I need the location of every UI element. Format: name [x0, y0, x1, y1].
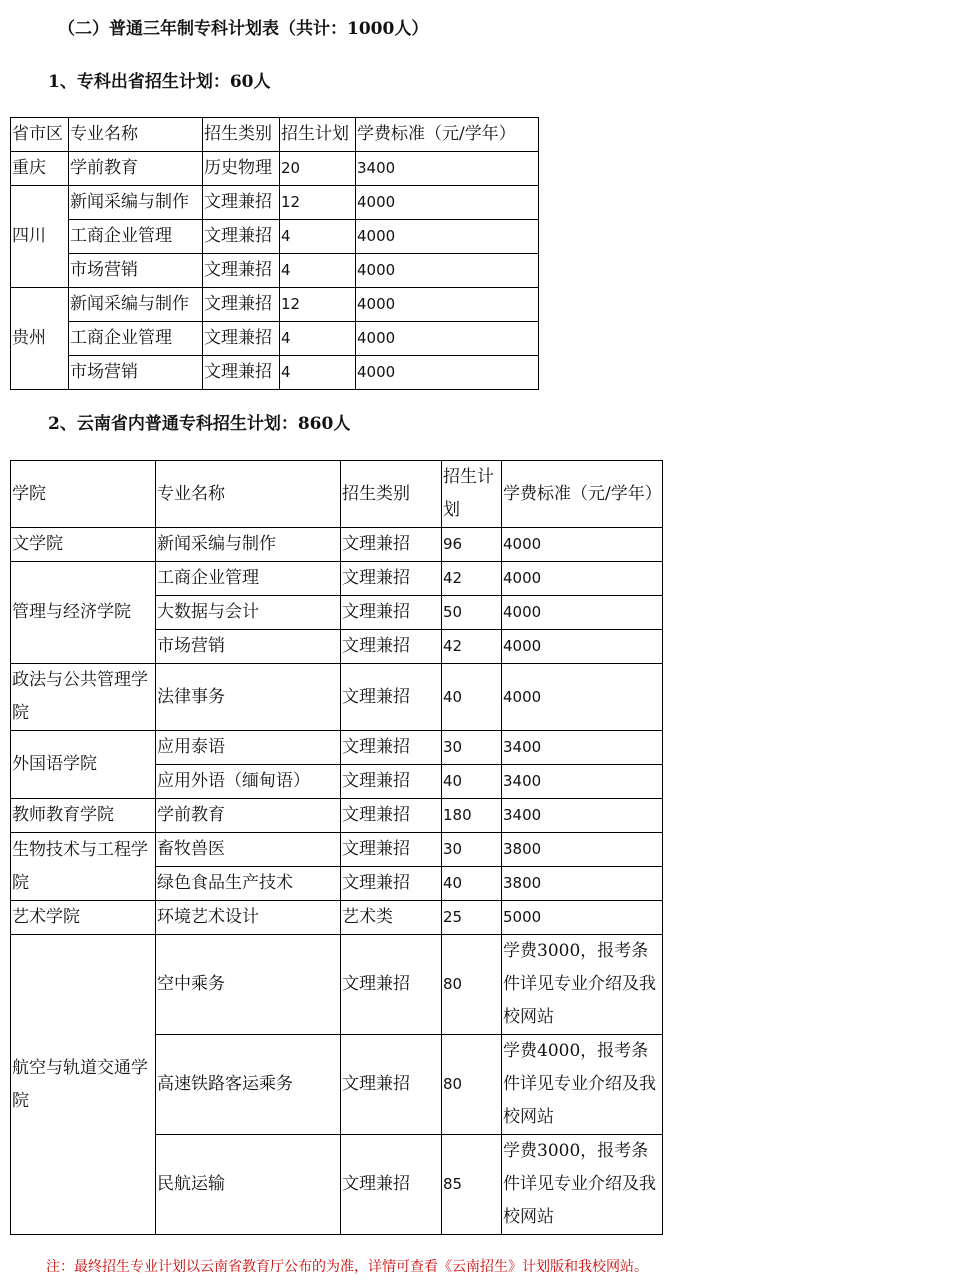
table-row: [11, 186, 539, 220]
category-cell: 文理兼招: [341, 731, 442, 765]
fee-cell: 3400: [502, 799, 663, 833]
plan-cell: 4: [280, 356, 356, 390]
category-cell: 文理兼招: [203, 356, 280, 390]
table-row: [11, 152, 539, 186]
category-cell: 文理兼招: [341, 664, 442, 731]
fee-cell: 4000: [356, 186, 539, 220]
table-row: [11, 901, 663, 935]
category-cell: 文理兼招: [203, 288, 280, 322]
category-cell: 文理兼招: [341, 528, 442, 562]
in-province-plan-table: [10, 460, 663, 1235]
major-cell: 新闻采编与制作: [69, 186, 203, 220]
plan-cell: 42: [442, 562, 502, 596]
category-cell: 文理兼招: [341, 1135, 442, 1235]
category-cell: 文理兼招: [341, 1035, 442, 1135]
plan-cell: 180: [442, 799, 502, 833]
header-cell: 专业名称: [156, 461, 341, 528]
plan-cell: 4: [280, 220, 356, 254]
header-cell: 专业名称: [69, 118, 203, 152]
category-cell: 文理兼招: [341, 765, 442, 799]
plan-cell: 85: [442, 1135, 502, 1235]
plan-cell: 80: [442, 1035, 502, 1135]
major-cell: 应用外语（缅甸语）: [156, 765, 341, 799]
table-row: [11, 288, 539, 322]
table-row: [11, 254, 539, 288]
category-cell: 文理兼招: [341, 562, 442, 596]
table-row: [11, 799, 663, 833]
category-cell: 艺术类: [341, 901, 442, 935]
header-cell: 招生类别: [203, 118, 280, 152]
fee-cell: 4000: [502, 664, 663, 731]
section2-heading: 2、云南省内普通专科招生计划：860人: [48, 414, 351, 434]
major-cell: 应用泰语: [156, 731, 341, 765]
plan-cell: 12: [280, 186, 356, 220]
college-cell: 文学院: [11, 528, 156, 562]
footnote: 注：最终招生专业计划以云南省教育厅公布的为准，详情可查看《云南招生》计划版和我校网站。: [46, 1259, 648, 1275]
plan-cell: 20: [280, 152, 356, 186]
major-cell: 绿色食品生产技术: [156, 867, 341, 901]
header-cell: 招生计划: [280, 118, 356, 152]
header-cell: 学院: [11, 461, 156, 528]
fee-cell: 学费3000，报考条件详见专业介绍及我校网站: [502, 935, 663, 1035]
section1-heading: 1、专科出省招生计划：60人: [48, 72, 271, 92]
plan-cell: 12: [280, 288, 356, 322]
table-row: [11, 731, 663, 765]
college-cell: 艺术学院: [11, 901, 156, 935]
fee-cell: 4000: [356, 254, 539, 288]
category-cell: 文理兼招: [341, 596, 442, 630]
table-row: [11, 356, 539, 390]
plan-cell: 40: [442, 867, 502, 901]
fee-cell: 3800: [502, 833, 663, 867]
major-cell: 高速铁路客运乘务: [156, 1035, 341, 1135]
major-cell: 市场营销: [69, 254, 203, 288]
plan-cell: 40: [442, 765, 502, 799]
fee-cell: 3400: [356, 152, 539, 186]
plan-cell: 40: [442, 664, 502, 731]
fee-cell: 学费3000，报考条件详见专业介绍及我校网站: [502, 1135, 663, 1235]
main-title: （二）普通三年制专科计划表（共计：1000人）: [58, 19, 429, 39]
header-cell: 省市区: [11, 118, 69, 152]
college-cell: 外国语学院: [11, 731, 156, 799]
plan-cell: 42: [442, 630, 502, 664]
fee-cell: 5000: [502, 901, 663, 935]
plan-cell: 30: [442, 731, 502, 765]
fee-cell: 3800: [502, 867, 663, 901]
major-cell: 畜牧兽医: [156, 833, 341, 867]
category-cell: 文理兼招: [203, 254, 280, 288]
table-row: [11, 528, 663, 562]
fee-cell: 4000: [356, 356, 539, 390]
major-cell: 法律事务: [156, 664, 341, 731]
plan-cell: 4: [280, 322, 356, 356]
region-cell: 贵州: [11, 288, 69, 390]
category-cell: 文理兼招: [203, 220, 280, 254]
fee-cell: 4000: [356, 220, 539, 254]
major-cell: 市场营销: [156, 630, 341, 664]
college-cell: 航空与轨道交通学院: [11, 935, 156, 1235]
college-cell: 政法与公共管理学院: [11, 664, 156, 731]
region-cell: 重庆: [11, 152, 69, 186]
header-cell: 招生计划: [442, 461, 502, 528]
major-cell: 新闻采编与制作: [156, 528, 341, 562]
table-row: [11, 833, 663, 867]
table-row: [11, 562, 663, 596]
category-cell: 文理兼招: [341, 799, 442, 833]
category-cell: 历史物理: [203, 152, 280, 186]
major-cell: 工商企业管理: [156, 562, 341, 596]
major-cell: 民航运输: [156, 1135, 341, 1235]
table-row: [11, 220, 539, 254]
major-cell: 工商企业管理: [69, 322, 203, 356]
major-cell: 工商企业管理: [69, 220, 203, 254]
header-cell: 招生类别: [341, 461, 442, 528]
table-header-row: [11, 118, 539, 152]
college-cell: 管理与经济学院: [11, 562, 156, 664]
table-header-row: [11, 461, 663, 528]
table-row: [11, 935, 663, 1035]
major-cell: 学前教育: [156, 799, 341, 833]
category-cell: 文理兼招: [341, 630, 442, 664]
major-cell: 新闻采编与制作: [69, 288, 203, 322]
fee-cell: 学费4000，报考条件详见专业介绍及我校网站: [502, 1035, 663, 1135]
table-row: [11, 664, 663, 731]
fee-cell: 4000: [502, 562, 663, 596]
fee-cell: 4000: [502, 596, 663, 630]
major-cell: 大数据与会计: [156, 596, 341, 630]
major-cell: 市场营销: [69, 356, 203, 390]
college-cell: 教师教育学院: [11, 799, 156, 833]
plan-cell: 30: [442, 833, 502, 867]
plan-cell: 96: [442, 528, 502, 562]
category-cell: 文理兼招: [341, 935, 442, 1035]
header-cell: 学费标准（元/学年）: [356, 118, 539, 152]
region-cell: 四川: [11, 186, 69, 288]
category-cell: 文理兼招: [341, 867, 442, 901]
fee-cell: 3400: [502, 731, 663, 765]
fee-cell: 4000: [356, 322, 539, 356]
header-cell: 学费标准（元/学年）: [502, 461, 663, 528]
fee-cell: 4000: [356, 288, 539, 322]
category-cell: 文理兼招: [203, 322, 280, 356]
out-of-province-plan-table: [10, 117, 539, 390]
fee-cell: 3400: [502, 765, 663, 799]
category-cell: 文理兼招: [341, 833, 442, 867]
plan-cell: 50: [442, 596, 502, 630]
plan-cell: 80: [442, 935, 502, 1035]
plan-cell: 25: [442, 901, 502, 935]
plan-cell: 4: [280, 254, 356, 288]
table-row: [11, 322, 539, 356]
fee-cell: 4000: [502, 528, 663, 562]
major-cell: 环境艺术设计: [156, 901, 341, 935]
category-cell: 文理兼招: [203, 186, 280, 220]
fee-cell: 4000: [502, 630, 663, 664]
college-cell: 生物技术与工程学院: [11, 833, 156, 901]
major-cell: 学前教育: [69, 152, 203, 186]
major-cell: 空中乘务: [156, 935, 341, 1035]
